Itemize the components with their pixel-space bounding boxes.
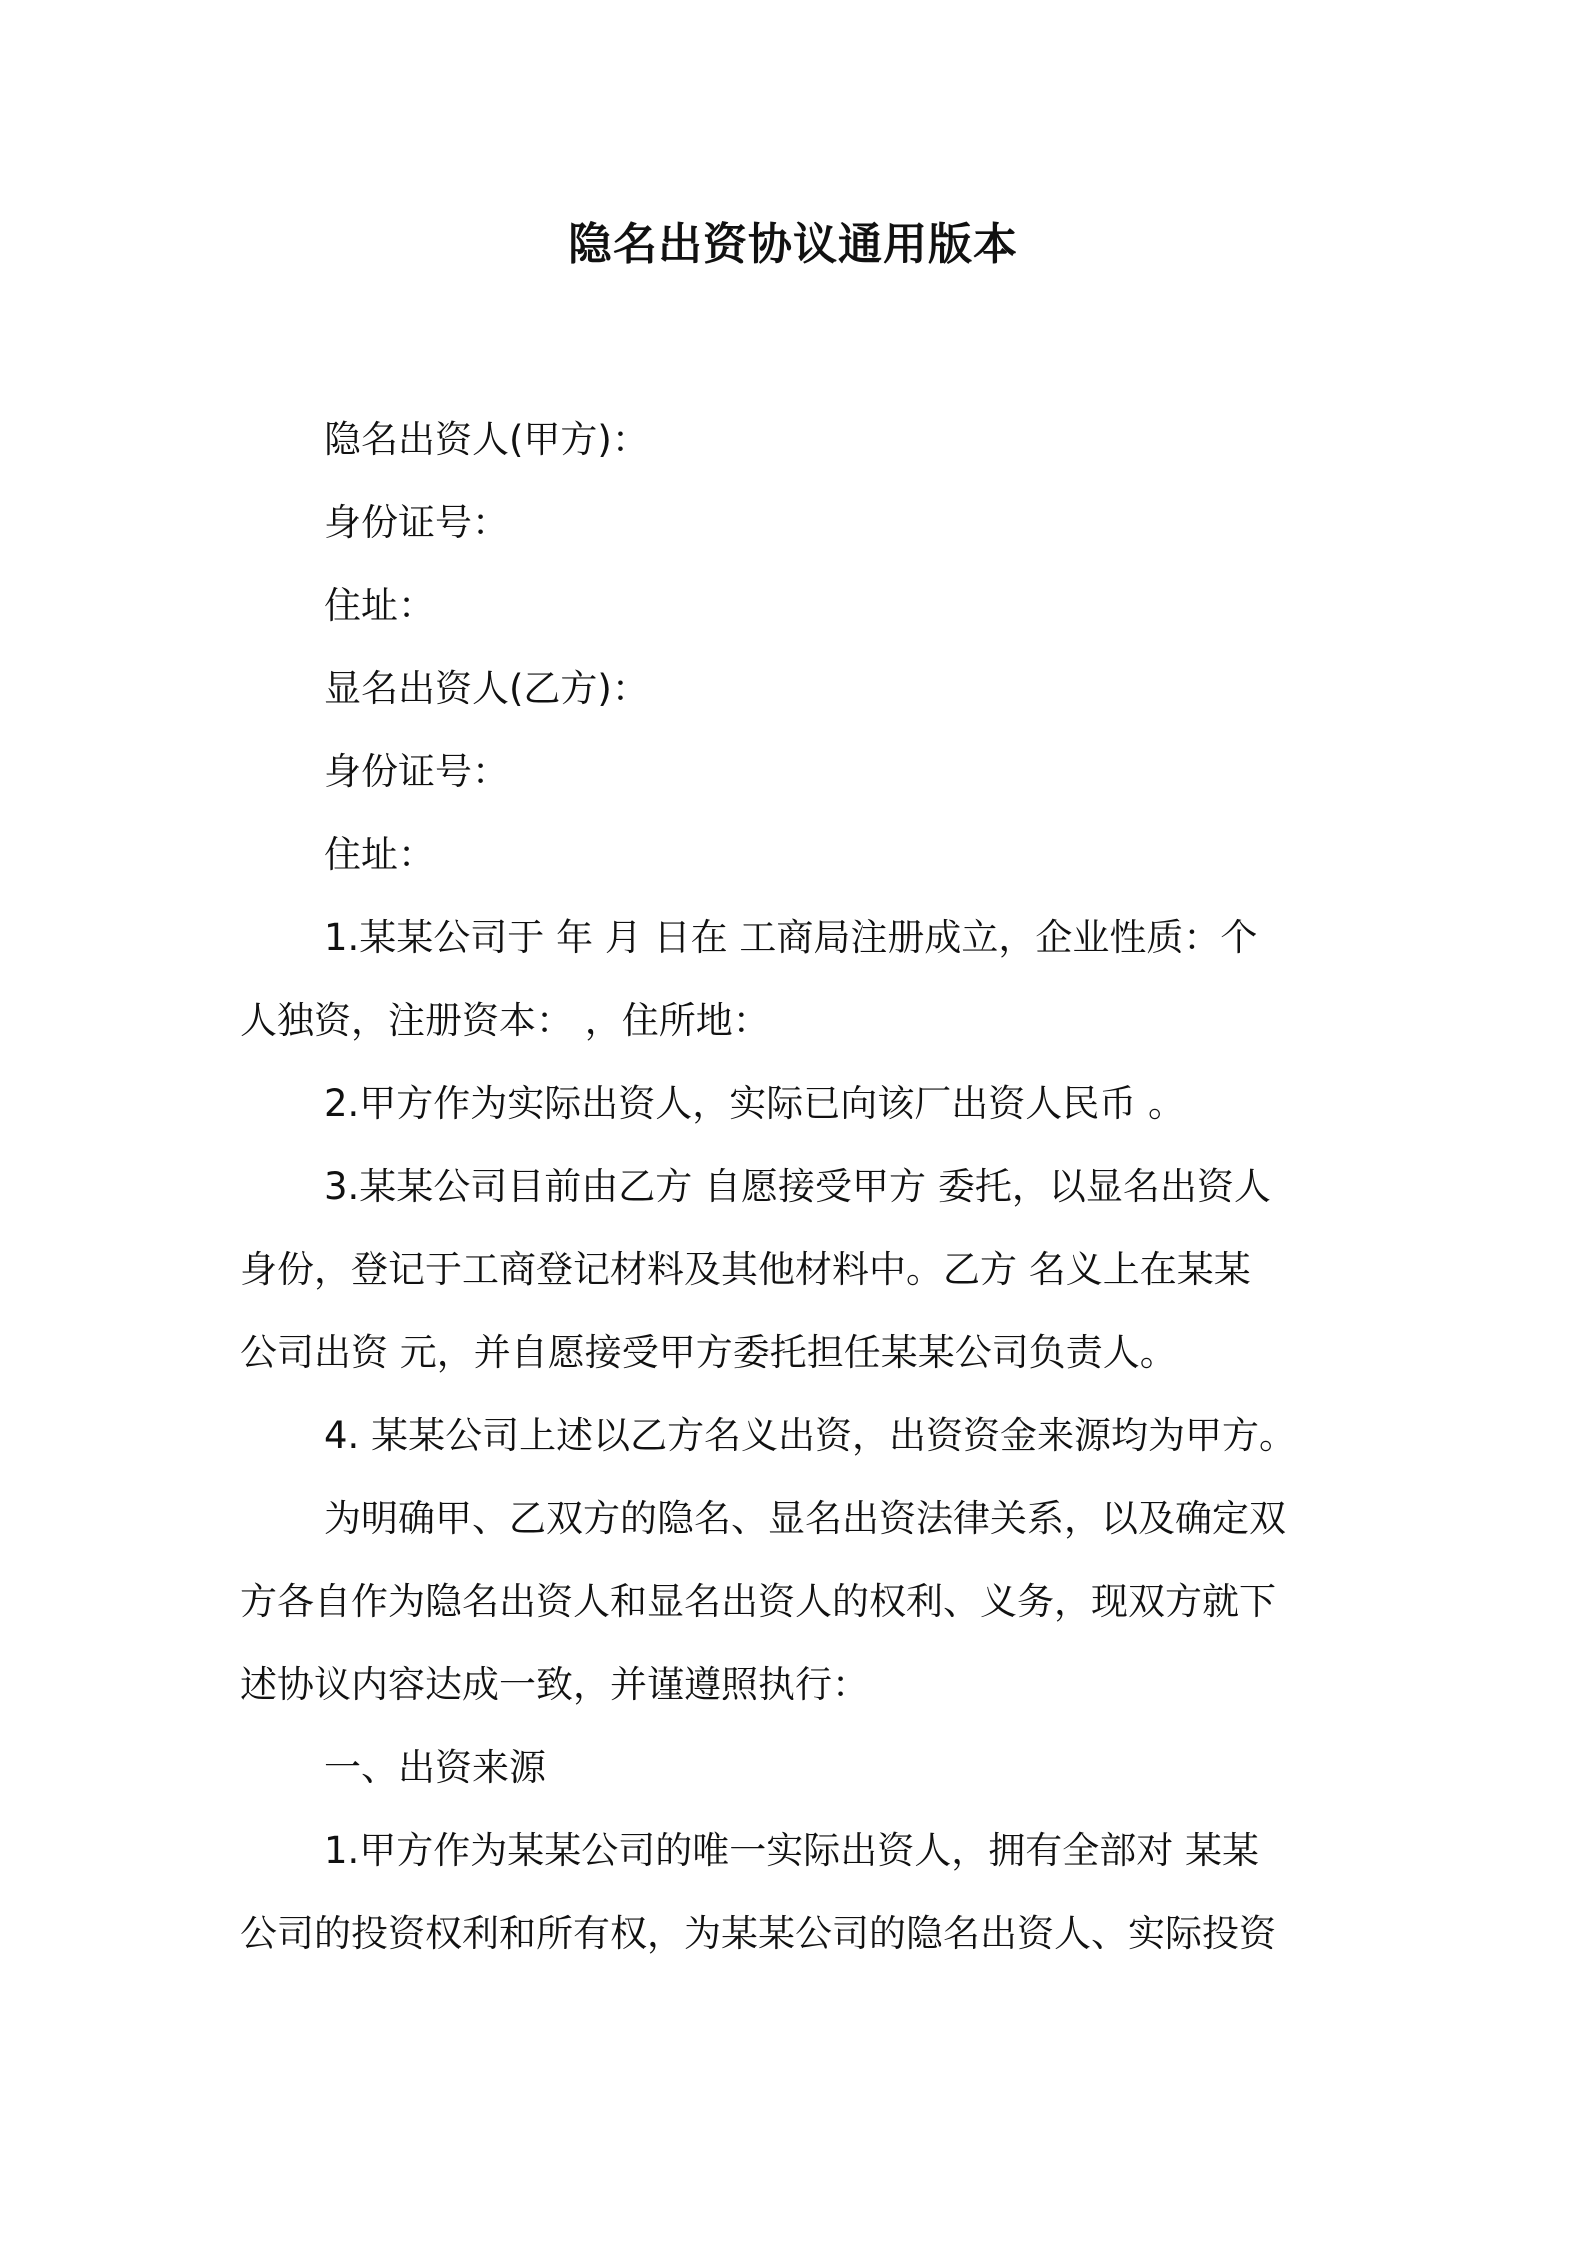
- party-b-id-line: 身份证号：: [324, 750, 509, 793]
- paragraph-line: 1.甲方作为某某公司的唯一实际出资人，拥有全部对 某某: [324, 1829, 1260, 1872]
- section-heading: 一、出资来源: [324, 1746, 546, 1789]
- paragraph-line: 4. 某某公司上述以乙方名义出资，出资资金来源均为甲方。: [324, 1414, 1297, 1457]
- document-title: 隐名出资协议通用版本: [568, 219, 1018, 270]
- paragraph-line: 方各自作为隐名出资人和显名出资人的权利、义务，现双方就下: [240, 1580, 1276, 1623]
- party-b-address-line: 住址：: [324, 833, 435, 876]
- paragraph-line: 公司出资 元，并自愿接受甲方委托担任某某公司负责人。: [240, 1331, 1177, 1374]
- paragraph-line: 述协议内容达成一致，并谨遵照执行：: [240, 1663, 869, 1706]
- party-b-name-line: 显名出资人(乙方)：: [324, 667, 649, 710]
- paragraph-line: 人独资，注册资本： ，住所地：: [240, 999, 770, 1042]
- paragraph-line: 公司的投资权利和所有权，为某某公司的隐名出资人、实际投资: [240, 1912, 1276, 1955]
- paragraph-line: 3.某某公司目前由乙方 自愿接受甲方 委托，以显名出资人: [324, 1165, 1271, 1208]
- document-body: [240, 398, 1358, 1975]
- paragraph-line: 身份，登记于工商登记材料及其他材料中。乙方 名义上在某某: [240, 1248, 1251, 1291]
- paragraph-line: 为明确甲、乙双方的隐名、显名出资法律关系，以及确定双: [324, 1497, 1286, 1540]
- party-a-name-line: 隐名出资人(甲方)：: [324, 418, 649, 461]
- party-a-id-line: 身份证号：: [324, 501, 509, 544]
- party-a-address-line: 住址：: [324, 584, 435, 627]
- paragraph-line: 1.某某公司于 年 月 日在 工商局注册成立，企业性质：个: [324, 916, 1258, 959]
- paragraph-line: 2.甲方作为实际出资人，实际已向该厂出资人民币 。: [324, 1082, 1186, 1125]
